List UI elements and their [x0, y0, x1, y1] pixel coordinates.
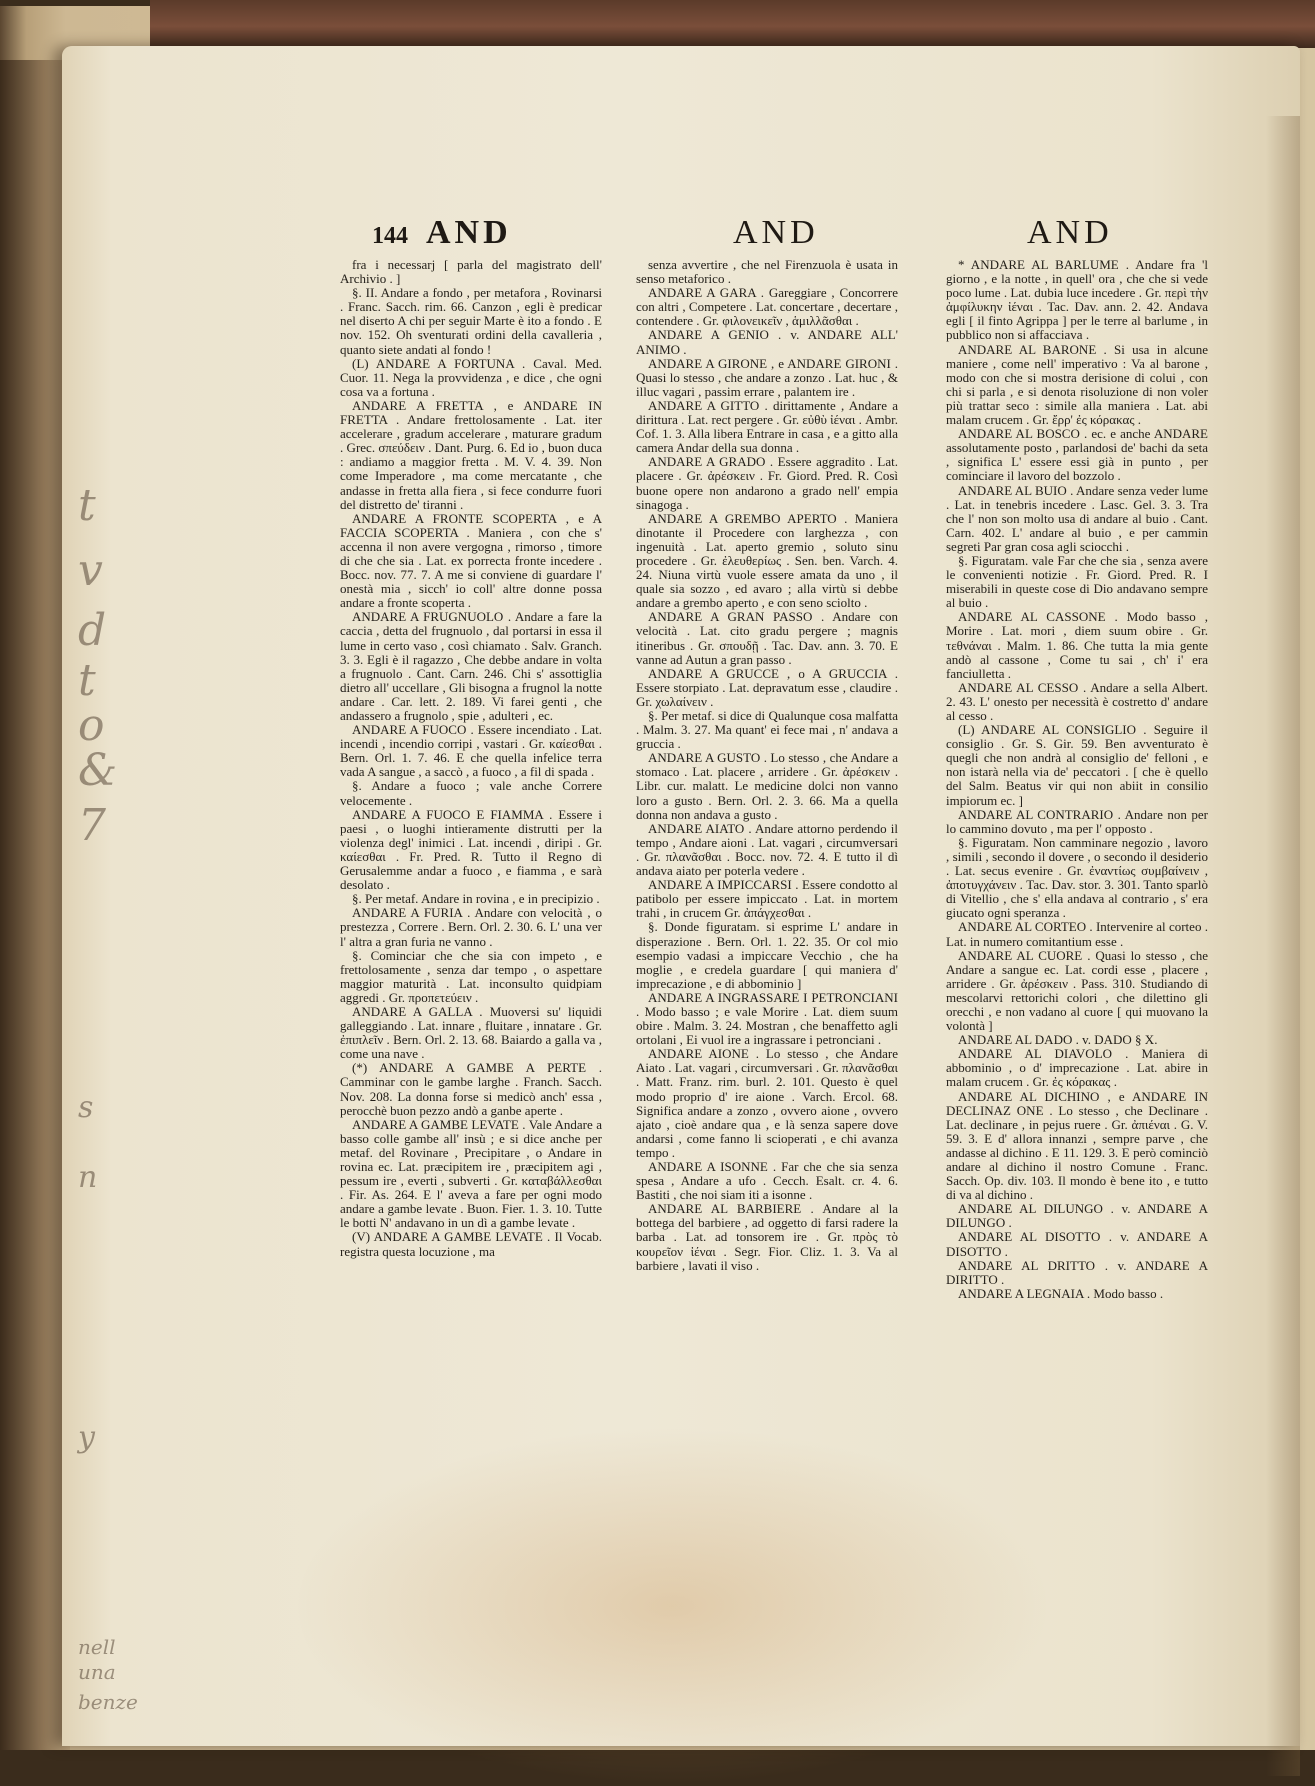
dictionary-entry: ANDARE A GRAN PASSO . Andare con velocità . Lat. cito gradu pergere ; magnis itineribus . Gr. σπουδῇ . Tac. Dav. ann. 3. 70. E vanne ad Autun a gran passo .	[636, 609, 898, 667]
dictionary-entry: ANDARE A ISONNE . Far che che sia senza spesa , Andare a ufo . Cecch. Esalt. cr. 4. 6. Bastiti , che noi siam iti a isonne .	[636, 1159, 898, 1203]
page-stack-edge	[0, 60, 70, 1750]
margin-handwriting: nell	[78, 1635, 116, 1659]
dictionary-entry: §. Cominciar che che sia con impeto , e frettolosamente , senza dar tempo , o aspettare maggior maturità . Lat. inconsulto quidpiam aggredi . Gr. προπετεύειν .	[340, 947, 602, 1005]
text-column-middle	[636, 258, 898, 1273]
dictionary-entry: ANDARE A GAMBE LEVATE . Vale Andare a basso colle gambe all' insù ; e si dice anche per metaf. del Rovinare , Precipitare , o Andare in rovina ec. Lat. præcipitem ire , præcipitem agi , pessum ire , everti , subverti . Gr. καταβάλλεσθαι . Fir. As. 264. E l' aveva a fare per ogni modo andare a gambe levate . Buon. Fier. 1. 3. 10. Tutte le botti N' andavano in un dì a gambe levate .	[340, 1116, 602, 1231]
dictionary-entry: (*) ANDARE A GAMBE A PERTE . Camminar con le gambe larghe . Franch. Sacch. Nov. 208. La donna forse si medicò anch' essa , perocchè buon pezzo andò a ganbe aperte .	[340, 1060, 602, 1118]
dictionary-entry: * ANDARE AL BARLUME . Andare fra 'l giorno , e la notte , in quell' ora , che che si vede poco lume . Lat. dubia luce incedere . Gr. περὶ τὴν ἀμφίλυκην ἰέναι . Tac. Dav. ann. 2. 42. Andava egli [ il finto Agrippa ] per le terre al barlume , in pubblico non si affacciava .	[946, 257, 1208, 343]
dictionary-entry: ANDARE A GIRONE , e ANDARE GIRONI . Quasi lo stesso , che andare a zonzo . Lat. huc , & illuc vagari , passim errare , palantem ire .	[636, 355, 898, 399]
dictionary-entry: ANDARE AL BUIO . Andare senza veder lume . Lat. in tenebris incedere . Lasc. Gel. 3. 3. Tra che l' non son molto usa di andare al buio . Cant. Carn. 402. L' andare al buio , e per cammin segreti Par gran cosa agli sciocchi .	[946, 482, 1208, 554]
dictionary-entry: §. Per metaf. Andare in rovina , e in precipizio .	[352, 891, 600, 907]
margin-handwriting: v	[78, 545, 103, 596]
running-head-left	[372, 214, 512, 252]
dictionary-entry: ANDARE AL CUORE . Quasi lo stesso , che Andare a sangue ec. Lat. cordi esse , placere , arridere . Gr. ἀρέσκειν . Pass. 310. Studiando di mescolarvi rettorichi colori , che dilettino gli orecchi , e non vadano al cuore [ qui muovano la volontà ]	[946, 947, 1208, 1034]
margin-handwriting: benze	[78, 1690, 138, 1714]
dictionary-entry: ANDARE A LEGNAIA . Modo basso .	[958, 1285, 1164, 1301]
dictionary-entry: ANDARE AL CESSO . Andare a sella Albert. 2. 43. L' onesto per necessità è costretto d' andare al cesso .	[946, 679, 1208, 723]
margin-handwriting: 7	[78, 800, 106, 851]
dictionary-entry: §. Figuratam. vale Far che che sia , senza avere le convenienti notizie . Fr. Giord. Pred. R. I miserabili in queste cose di Dio andavano sempre al buio .	[946, 552, 1208, 611]
dictionary-entry: ANDARE AL DICHINO , e ANDARE IN DECLINAZ ONE . Lo stesso , che Declinare . Lat. declinare , in pejus ruere . Gr. ἀπιέναι . G. V. 59. 3. E d' allora innanzi , sempre parve , che andasse al dichino . E 11. 129. 3. E però cominciò andare al dichino il nostro Comune . Franc. Sacch. Op. div. 103. Il mondo è bene ito , e tutto di va al dichino .	[946, 1088, 1208, 1203]
margin-handwriting: s	[78, 1090, 94, 1125]
margin-handwriting: t	[78, 655, 96, 706]
dictionary-entry: §. Per metaf. si dice di Qualunque cosa malfatta . Malm. 3. 27. Ma quant' ei fece mai , n' andava a gruccia .	[636, 708, 898, 752]
text-column-right	[946, 258, 1208, 1301]
dictionary-entry: §. Andare a fuoco ; vale anche Correre velocemente .	[340, 778, 602, 808]
margin-handwriting: una	[78, 1660, 116, 1684]
dictionary-entry: ANDARE A GUSTO . Lo stesso , che Andare a stomaco . Lat. placere , arridere . Gr. ἀρέσκειν . Libr. cur. malatt. Le medicine dolci non vanno loro a gusto . Bern. Orl. 2. 3. 66. Ma a quella donna non andava a gusto .	[636, 750, 898, 822]
dictionary-entry: (V) ANDARE A GAMBE LEVATE . Il Vocab. registra questa locuzione , ma	[340, 1229, 602, 1259]
dictionary-entry: ANDARE A GARA . Gareggiare , Concorrere con altri , Competere . Lat. concertare , decertare , contendere . Gr. φιλονεικεῖν , ἁμιλλᾶσθαι .	[636, 285, 898, 329]
dictionary-entry: ANDARE AL DADO . v. DADO § X.	[958, 1032, 1158, 1048]
dictionary-entry: (L) ANDARE AL CONSIGLIO . Seguire il consiglio . Gr. S. Gir. 59. Ben avventurato è quegli che non andrà al consiglio de' felloni , e non istarà nella via de' peccatori . [ che è quello del Salm. Beatus vir qui non abiit in consilio impiorum ec. ]	[946, 722, 1208, 808]
dictionary-entry: ANDARE AL BARONE . Si usa in alcune maniere , come nell' imperativo : Va al barone , modo con che si mostra derisione di colui , con chi si parla , e si denota risoluzione di non voler più trattar seco : simile alla maniera . Lat. abi malam crucem . Gr. ἔρρ' ἐς κόρακας .	[946, 341, 1208, 428]
dictionary-entry: ANDARE AL CONTRARIO . Andare non per lo cammino dovuto , ma per l' opposto .	[946, 806, 1208, 836]
margin-handwriting: d	[78, 605, 107, 656]
margin-handwriting: y	[78, 1420, 95, 1455]
dictionary-entry: ANDARE A FUOCO E FIAMMA . Essere i paesi , o luoghi intieramente distrutti per la violenza degl' inimici . Lat. incendi , diripi . Gr. καίεσθαι . Fr. Pred. R. Tutto il Regno di Gerusalemme andar a fuoco , e fiamma , e sarà desolato .	[340, 806, 602, 893]
dictionary-entry: ANDARE AL CASSONE . Modo basso , Morire . Lat. mori , diem suum obire . Gr. τεθνάναι . Malm. 1. 86. Che tutta la mia gente andò al cassone , Come tu sai , ch' i' era fanciulletta .	[946, 609, 1208, 681]
dictionary-entry: ANDARE A FRONTE SCOPERTA , e A FACCIA SCOPERTA . Maniera , con che s' accenna il non avere vergogna , rimorso , timore di che che sia . Lat. ex porrecta fronte incedere . Bocc. nov. 77. 7. A me si conviene di guardare l' onestà mia , sicch' io coll' altre donne possa andare a fronte scoperta .	[340, 510, 602, 611]
dictionary-entry: ANDARE AL DIAVOLO . Maniera di abbominio , o d' imprecazione . Lat. abire in malam crucem . Gr. ἐς κόρακας .	[946, 1046, 1208, 1090]
dictionary-entry: ANDARE AL CORTEO . Intervenire al corteo . Lat. in numero comitantium esse .	[946, 919, 1208, 949]
running-head-right: AND	[1027, 214, 1113, 251]
dictionary-entry: ANDARE A GENIO . v. ANDARE ALL' ANIMO .	[636, 327, 898, 357]
dictionary-entry: ANDARE A GALLA . Muoversi su' liquidi galleggiando . Lat. innare , fluitare , innatare . Gr. ἐπιπλεῖν . Bern. Orl. 2. 13. 68. Baiardo a galla va , come una nave .	[340, 1003, 602, 1062]
dictionary-entry: ANDARE A GRADO . Essere aggradito . Lat. placere . Gr. ἀρέσκειν . Fr. Giord. Pred. R. Così buone opere non andarono a grado nell' empia sinagoga .	[636, 454, 898, 512]
dictionary-entry: ANDARE A GITTO . dirittamente , Andare a dirittura . Lat. rect pergere . Gr. εὐθὺ ἰέναι . Ambr. Cof. 1. 3. Alla libera Entrare in casa , e a gitto alla camera Andar della sua donna .	[636, 397, 898, 456]
dictionary-entry: ANDARE AL DILUNGO . v. ANDARE A DILUNGO .	[946, 1201, 1208, 1231]
dictionary-entry: ANDARE A FUOCO . Essere incendiato . Lat. incendi , incendio corripi , vastari . Gr. καίεσθαι . Bern. Orl. 1. 7. 46. E che quella infelice terra vada A sangue , a saccò , a fuoco , a fil di spada .	[340, 722, 602, 780]
dictionary-entry: ANDARE A FURIA . Andare con velocità , o prestezza , Correre . Bern. Orl. 2. 30. 6. L' una ver l' altra a gran furia ne vanno .	[340, 905, 602, 949]
dictionary-entry: ANDARE A FRETTA , e ANDARE IN FRETTA . Andare frettolosamente . Lat. iter accelerare , gradum accelerare , maturare gradum . Grec. σπεύδειν . Dant. Purg. 6. Ed io , buon duca : andiamo a maggior fretta . M. V. 4. 39. Non come Imperadore , ma come mercatante , che andasse in fretta alla fiera , si fece condurre fuori del distretto de' tiranni .	[340, 397, 602, 512]
dictionary-entry: ANDARE A INGRASSARE I PETRONCIANI . Modo basso ; e vale Morire . Lat. diem suum obire . Malm. 3. 24. Mostran , che benaffetto agli ortolani , Ei vuol ire a ingrassare i petronciani .	[636, 989, 898, 1048]
text-column-left	[340, 258, 602, 1259]
dictionary-entry: fra i necessarj [ parla del magistrato dell' Archivio . ]	[340, 257, 602, 287]
dictionary-entry: §. Figuratam. Non camminare negozio , lavoro , simili , secondo il dovere , o secondo il desiderio . Lat. secus evenire . Gr. ἐναντίως συμβαίνειν , ἀποτυγχάνειν . Tac. Dav. stor. 3. 301. Tanto sparlò di Vitellio , che s' ella andava al contrario , s' era giucato ogni speranza .	[946, 834, 1208, 921]
margin-handwriting: &	[78, 745, 118, 796]
dictionary-entry: ANDARE AL DISOTTO . v. ANDARE A DISOTTO .	[946, 1229, 1208, 1259]
dictionary-entry: ANDARE AIONE . Lo stesso , che Andare Aiato . Lat. vagari , circumversari . Gr. πλανᾶσθαι . Matt. Franz. rim. burl. 2. 101. Questo è quel modo proprio d' ire aione . Varch. Ercol. 68. Significa andare a zonzo , ovvero aione , ovvero ajato , cioè andare qua , e là senza sapere dove andarsi , come fanno li scioperati , e chi avanza tempo .	[636, 1046, 898, 1160]
dictionary-entry: ANDARE AL BOSCO . ec. e anche ANDARE assolutamente posto , parlandosi de' bachi da seta , significa L' essere essi già in punto , per cominciare il lavoro del bozzolo .	[946, 426, 1208, 484]
dictionary-entry: ANDARE AL BARBIERE . Andare al la bottega del barbiere , ad oggetto di farsi radere la barba . Lat. ad tonsorem ire . Gr. πρὸς τὸ κουρεῖον ἰέναι . Segr. Fior. Cliz. 1. 3. Va al barbiere , lavati il viso .	[636, 1201, 898, 1273]
dictionary-entry: ANDARE A GREMBO APERTO . Maniera dinotante il Procedere con larghezza , con ingenuità . Lat. aperto gremio , soluto sinu procedere . Gr. ἐλευθερίως . Sen. ben. Varch. 4. 24. Niuna virtù vuole essere amata da uno , il quale sia sozzo , ed avaro ; alla virtù si debbe andare a grembo aperto , e con seno sciolto .	[636, 510, 898, 611]
dictionary-entry: ANDARE AL DRITTO . v. ANDARE A DIRITTO .	[946, 1257, 1208, 1287]
page-number: 144	[372, 223, 408, 249]
dictionary-entry: ANDARE A FRUGNUOLO . Andare a fare la caccia , detta del frugnuolo , dal portarsi in essa il lume in certo vaso , così chiamato . Salv. Granch. 3. 3. Egli è il ragazzo , Che debbe andare in volta a frugnuolo . Cant. Carn. 246. Chi s' assottiglia dietro all' uccellare , Gli bisogna a frugnol la notte andare . Car. lett. 2. 189. Vi farei genti , che andassero a frugnolo , spie , adulteri , ec.	[340, 609, 602, 723]
running-head-center: AND	[733, 214, 819, 251]
dictionary-entry: ANDARE AIATO . Andare attorno perdendo il tempo , Andare aioni . Lat. vagari , circumversari . Gr. πλανᾶσθαι . Bocc. nov. 72. 4. E tutto il dì andava aiato per poterla vedere .	[636, 820, 898, 879]
margin-handwriting: n	[78, 1160, 98, 1195]
book-binding	[150, 0, 1315, 48]
dictionary-entry: senza avvertire , che nel Firenzuola è usata in senso metaforico .	[636, 257, 898, 287]
dictionary-entry: (L) ANDARE A FORTUNA . Caval. Med. Cuor. 11. Nega la provvidenza , e dice , che ogni cosa va a fortuna .	[340, 355, 602, 399]
margin-handwriting: o	[78, 700, 105, 751]
dictionary-entry: ANDARE A IMPICCARSI . Essere condotto al patibolo per essere impiccato . Lat. in mortem trahi , in crucem Gr. ἀπάγχεσθαι .	[636, 877, 898, 921]
dictionary-entry: ANDARE A GRUCCE , o A GRUCCIA . Essere storpiato . Lat. depravatum esse , claudire . Gr. χωλαίνειν .	[636, 665, 898, 709]
page-edge-shadow	[1266, 116, 1300, 1776]
left-head-text: AND	[426, 214, 512, 251]
margin-handwriting: t	[78, 480, 96, 531]
water-stain	[292, 1426, 1052, 1786]
dictionary-entry: §. II. Andare a fondo , per metafora , Rovinarsi . Franc. Sacch. rim. 66. Canzon , egli è predicar nel diserto A chi per seguir Marte è ito a fondo . E nov. 152. Oh sventurati ordini della cavalleria , quanto siete andati al fondo !	[340, 285, 602, 357]
dictionary-entry: §. Donde figuratam. si esprime L' andare in disperazione . Bern. Orl. 1. 22. 35. Or col mio esempio vadasi a impiccare Vecchio , che ha moglie , e credela guardare [ qui maniera d' imprecazione , e di abbominio ]	[636, 919, 898, 991]
